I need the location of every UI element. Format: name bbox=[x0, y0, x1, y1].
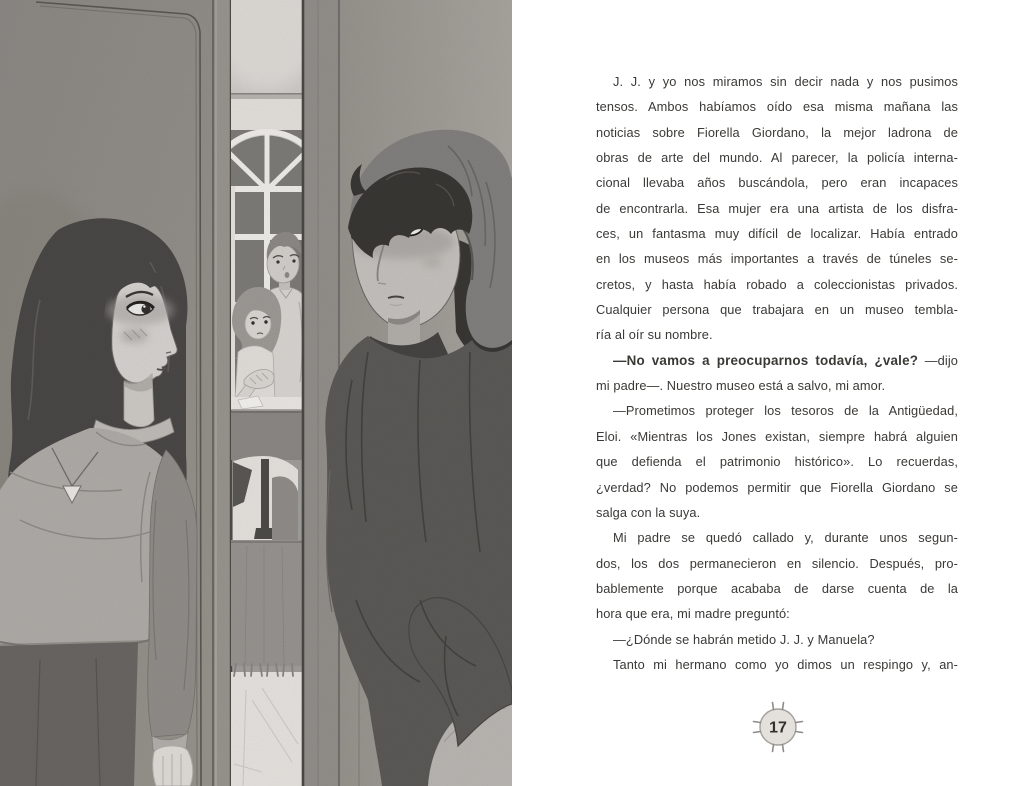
text-line: hora que era, mi madre preguntó: bbox=[596, 606, 790, 622]
text-line: que defienda el patrimonio histórico». Lo recuerdas, bbox=[596, 454, 958, 470]
text-line: —No vamos a preocuparnos todavía, ¿vale? —dijo bbox=[613, 352, 958, 368]
text-line: Mi padre se quedó callado y, durante unos segun- bbox=[613, 530, 958, 546]
text-line: obras de arte del mundo. Al parecer, la policía interna- bbox=[596, 150, 958, 166]
text-line: ces, un fantasma muy difícil de localizar. Había entrado bbox=[596, 226, 958, 242]
page-number: 17 bbox=[769, 719, 787, 737]
text-line: —Prometimos proteger los tesoros de la Antigüedad, bbox=[613, 403, 958, 419]
text-line: de encontrarla. Esa mujer era una artista de los disfra- bbox=[596, 200, 958, 216]
text-line: Cualquier persona que trabajara en un museo tembla- bbox=[596, 302, 958, 318]
text-line: noticias sobre Fiorella Giordano, la mejor ladrona de bbox=[596, 124, 958, 140]
text-line: ría al oír su nombre. bbox=[596, 327, 713, 343]
text-line: mi padre—. Nuestro museo está a salvo, mi amor. bbox=[596, 378, 886, 394]
text-line: dos, los dos permanecieron en silencio. Después, pro- bbox=[596, 555, 958, 571]
text-line: ¿verdad? No podemos permitir que Fiorella Giordano se bbox=[596, 479, 958, 495]
text-line: —¿Dónde se habrán metido J. J. y Manuela? bbox=[613, 631, 875, 647]
text-line: J. J. y yo nos miramos sin decir nada y nos pusimos bbox=[613, 74, 958, 89]
story-text bbox=[596, 69, 958, 677]
text-line: en los museos más importantes a través de túneles se- bbox=[596, 251, 958, 267]
text-line: Tanto mi hermano como yo dimos un respingo y, an- bbox=[613, 656, 958, 672]
text-line: Eloi. «Mientras los Jones existan, siempre habrá alguien bbox=[596, 428, 958, 444]
text-line: tensos. Ambos habíamos oído esa misma mañana las bbox=[596, 99, 958, 115]
text-line: cional llevaba años buscándola, pero eran incapaces bbox=[596, 175, 958, 191]
page-number-compass bbox=[750, 699, 806, 755]
text-line: cretos, y hasta había robado a coleccionistas privados. bbox=[596, 276, 958, 292]
text-line: salga con la suya. bbox=[596, 504, 701, 520]
text-line: bablemente porque acababa de darse cuenta de la bbox=[596, 580, 958, 596]
